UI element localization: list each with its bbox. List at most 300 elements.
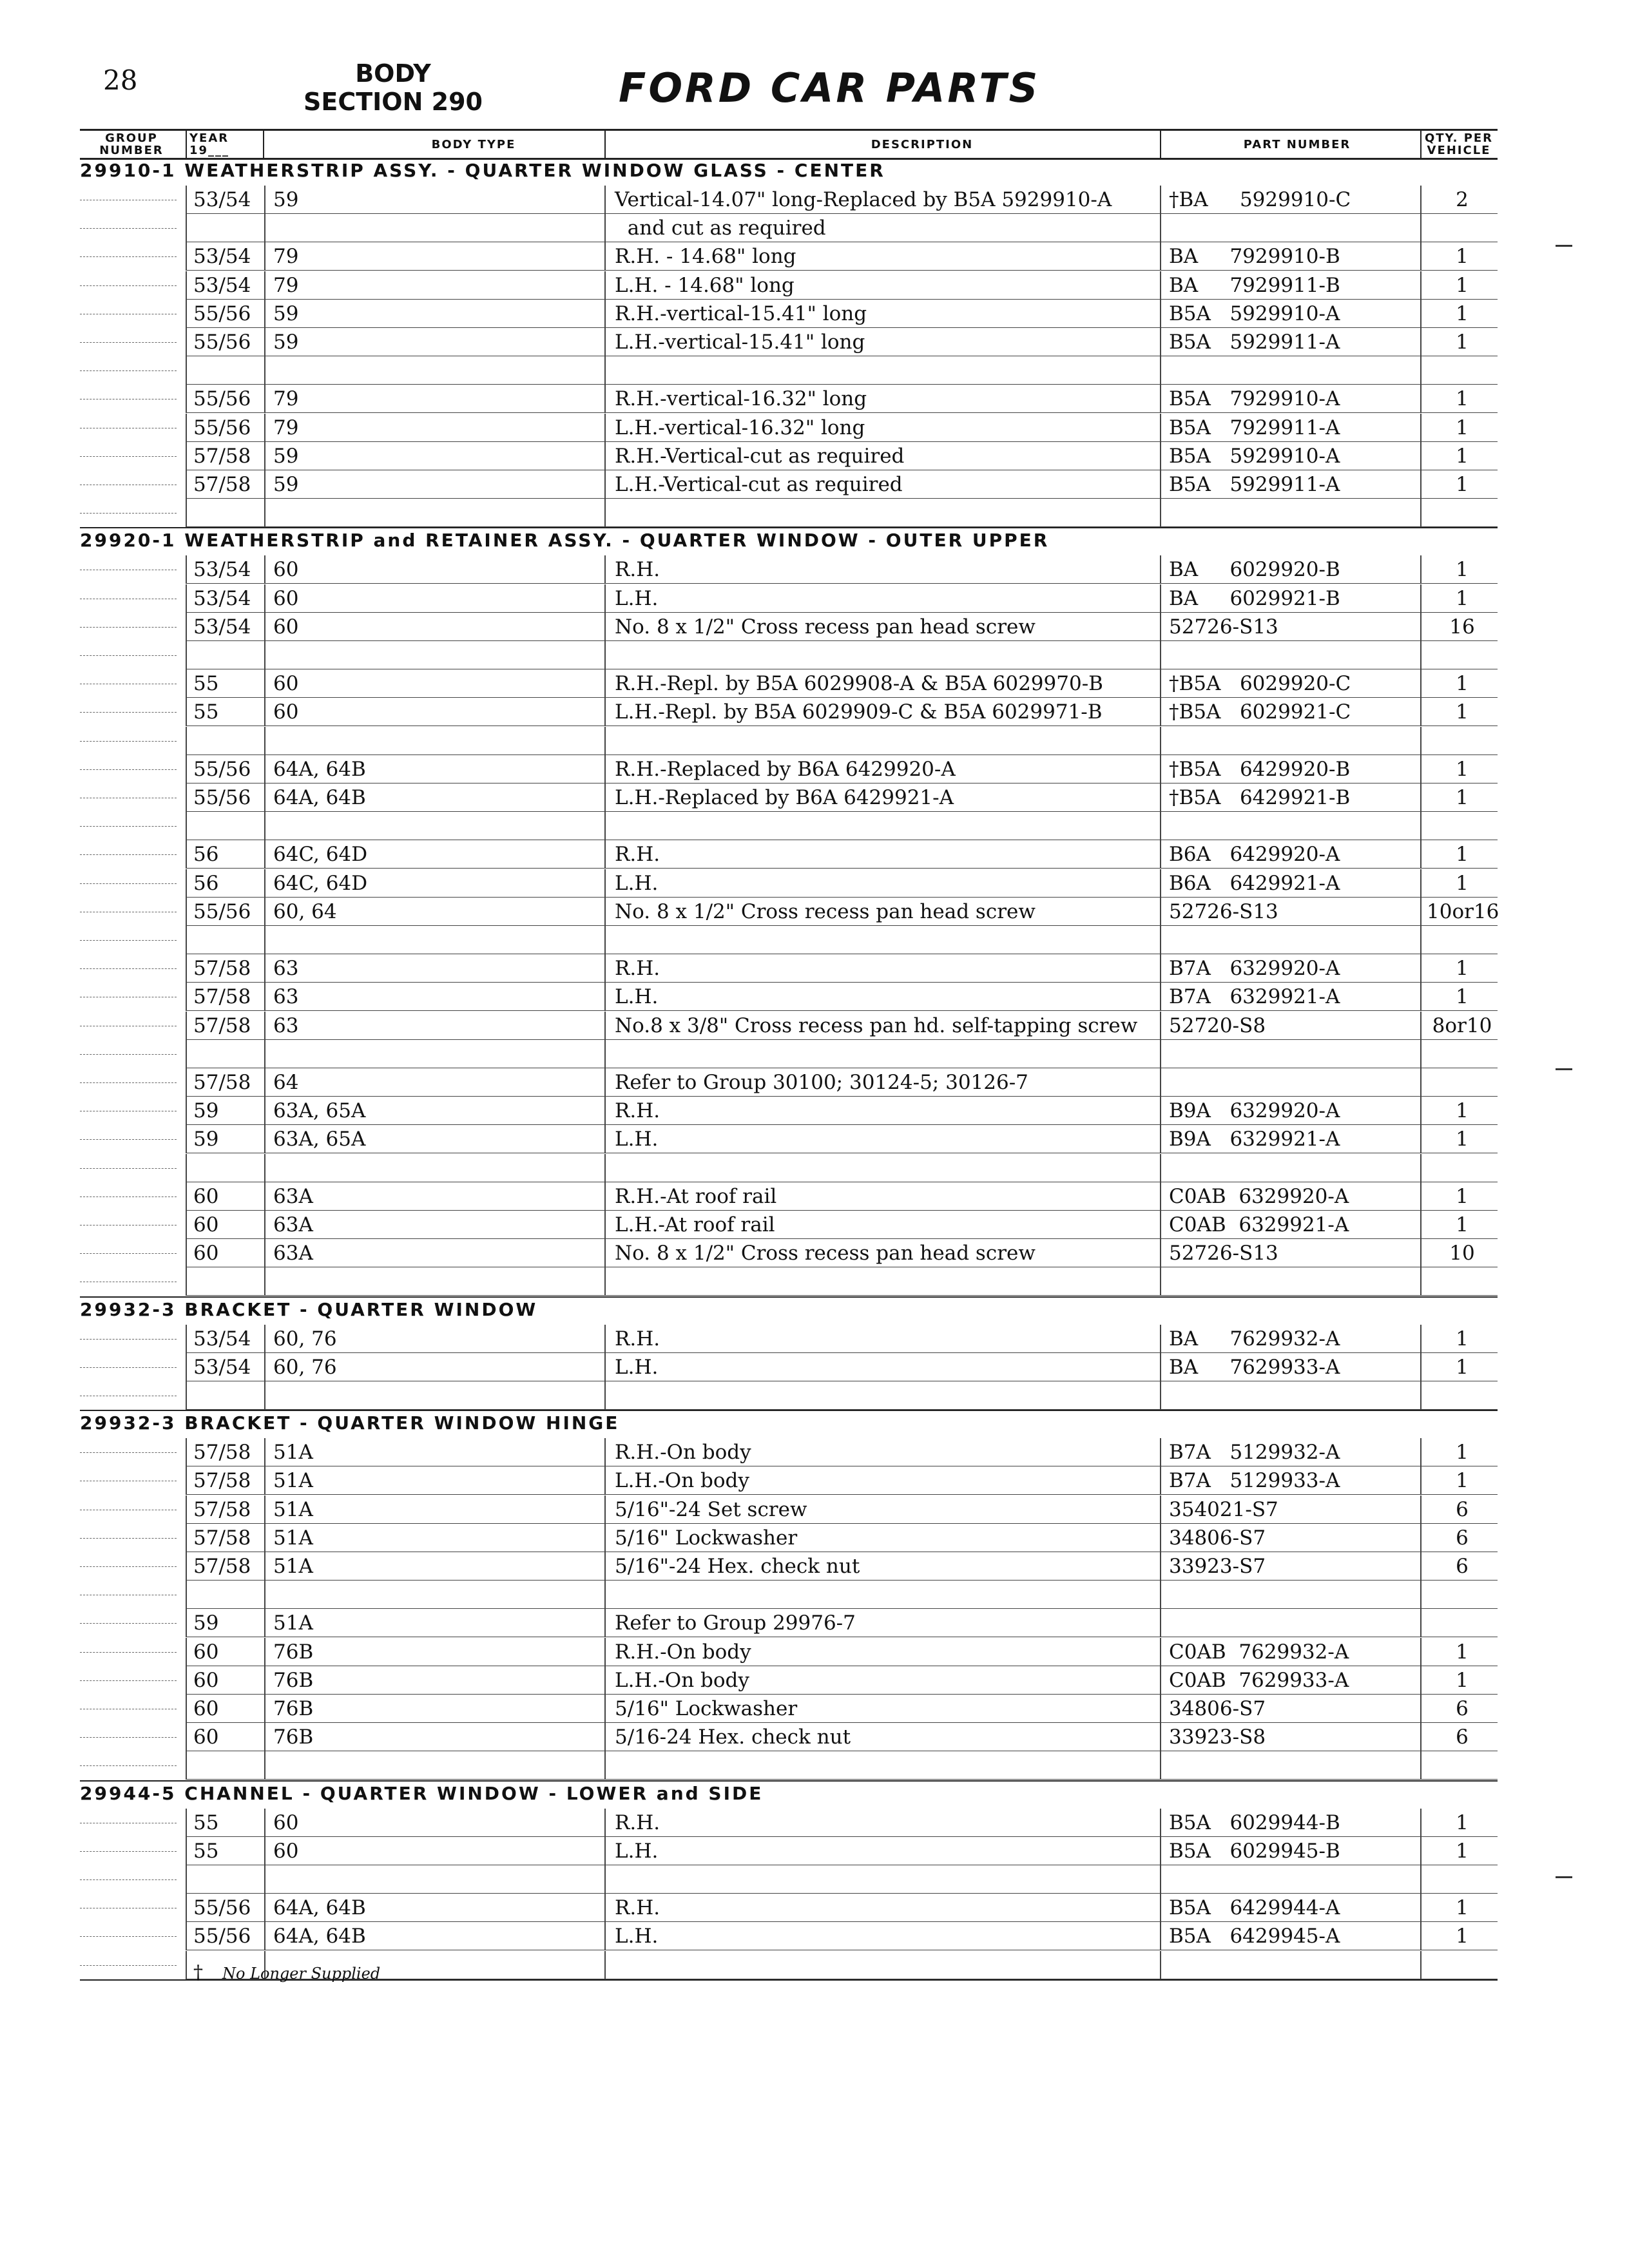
column-rule [604, 328, 606, 356]
cell-qty: 6 [1456, 1497, 1469, 1521]
column-rule [1160, 1239, 1161, 1267]
cell-part: B5A 5929911-A [1169, 473, 1340, 496]
cell-qty: 1 [1456, 1099, 1469, 1123]
cell-part: B5A 5929910-A [1169, 302, 1340, 325]
cell-part: B7A 5129932-A [1169, 1441, 1340, 1465]
column-rule [186, 186, 187, 214]
table-row [80, 1125, 1498, 1153]
column-rule [1160, 385, 1161, 413]
table-row [80, 1068, 1498, 1097]
table-row [80, 385, 1498, 413]
column-rule [604, 613, 606, 641]
group-column-leader [80, 712, 177, 713]
cell-part: B7A 6329920-A [1169, 957, 1340, 981]
column-rule [1160, 1552, 1161, 1581]
column-rule [1160, 1466, 1161, 1495]
cell-desc: R.H.-vertical-15.41" long [615, 302, 867, 325]
group-column-leader [80, 1196, 177, 1197]
cell-qty: 6 [1456, 1555, 1469, 1578]
cell-desc: R.H.-Vertical-cut as required [615, 444, 905, 468]
column-rule [1420, 1695, 1422, 1723]
cell-year: 57/58 [193, 1441, 251, 1465]
cell-body: 51A [273, 1469, 313, 1493]
table-row [80, 1381, 1498, 1410]
table-row [80, 356, 1498, 385]
cell-desc: L.H.-On body [615, 1469, 749, 1493]
cell-qty [1427, 1381, 1498, 1410]
column-rule [604, 356, 606, 385]
group-divider [80, 527, 1498, 528]
column-rule [264, 1922, 265, 1950]
cell-qty: 1 [1456, 387, 1469, 411]
column-rule [186, 1438, 187, 1466]
column-rule [1420, 1097, 1422, 1125]
column-rule [264, 898, 265, 926]
cell-desc: No. 8 x 1/2" Cross recess pan head screw [615, 615, 1036, 639]
column-rule [1160, 442, 1161, 470]
cell-part: B5A 5929911-A [1169, 331, 1340, 354]
cell-desc: R.H.-Repl. by B5A 6029908-A & B5A 6029970-B [615, 672, 1103, 696]
cell-year: 57/58 [193, 1526, 251, 1550]
cell-part: †BA 5929910-C [1169, 188, 1351, 211]
column-rule [1420, 983, 1422, 1011]
cell-desc: R.H. - 14.68" long [615, 245, 796, 269]
column-rule [1160, 1865, 1161, 1894]
column-rule [264, 1524, 265, 1552]
column-rule [186, 584, 187, 613]
cell-year: 53/54 [193, 1327, 251, 1350]
cell-desc: L.H. [615, 1925, 659, 1948]
cell-part: 34806-S7 [1169, 1697, 1266, 1720]
header-qty-line2: VEHICLE [1427, 144, 1491, 157]
cell-body: 64A, 64B [273, 1896, 366, 1920]
cell-desc: R.H. [615, 1327, 660, 1350]
column-rule [264, 698, 265, 726]
cell-year: 59 [193, 1099, 219, 1123]
table-row [80, 242, 1498, 271]
cell-qty: 1 [1456, 416, 1469, 439]
column-rule [264, 727, 265, 755]
header-year-line2: 19___ [189, 144, 230, 157]
cell-qty: 1 [1456, 757, 1469, 781]
table-row [80, 555, 1498, 584]
cell-part: 34806-S7 [1169, 1526, 1266, 1550]
cell-body: 51A [273, 1555, 313, 1578]
column-rule [1160, 1381, 1161, 1410]
cell-qty: 1 [1456, 843, 1469, 867]
column-rule [186, 214, 187, 242]
column-rule [1420, 641, 1422, 669]
column-rule [264, 1695, 265, 1723]
column-rule [264, 1865, 265, 1894]
cell-body: 76B [273, 1668, 314, 1692]
group-column-leader [80, 1168, 177, 1169]
column-rule [1160, 1922, 1161, 1950]
column-rule [604, 1695, 606, 1723]
cell-body: 60, 64 [273, 899, 337, 923]
margin-mark [1556, 245, 1572, 247]
cell-year: 57/58 [193, 1555, 251, 1578]
column-header [80, 129, 1498, 160]
cell-qty: 1 [1456, 331, 1469, 354]
table-row [80, 698, 1498, 726]
group-column-leader [80, 1765, 177, 1766]
group-divider [80, 1410, 1498, 1411]
cell-body: 63 [273, 985, 299, 1009]
column-rule [604, 840, 606, 869]
column-rule [264, 1723, 265, 1751]
header-year [189, 131, 267, 158]
column-rule [604, 755, 606, 783]
column-rule [1420, 186, 1422, 214]
column-rule [186, 1524, 187, 1552]
column-rule [186, 385, 187, 413]
column-rule [604, 954, 606, 983]
column-rule [264, 954, 265, 983]
column-rule [264, 271, 265, 300]
column-rule [264, 584, 265, 613]
cell-year: 56 [193, 871, 219, 895]
column-rule [1160, 1695, 1161, 1723]
column-rule [186, 954, 187, 983]
cell-qty: 1 [1456, 1327, 1469, 1350]
column-rule [604, 1524, 606, 1552]
column-rule [1160, 414, 1161, 442]
cell-year: 55 [193, 700, 219, 724]
column-rule [1420, 954, 1422, 983]
cell-part: 33923-S7 [1169, 1555, 1266, 1578]
column-rule [1420, 470, 1422, 499]
cell-qty [1427, 1267, 1498, 1296]
cell-qty [1427, 1040, 1498, 1068]
cell-qty [1427, 812, 1498, 840]
group-column-leader [80, 741, 177, 742]
footnote [193, 1961, 380, 1984]
group-column-leader [80, 285, 177, 286]
cell-desc: 5/16"-24 Set screw [615, 1497, 807, 1521]
cell-part: B5A 5929910-A [1169, 444, 1340, 468]
cell-desc: L.H.-Repl. by B5A 6029909-C & B5A 6029971-B [615, 700, 1103, 724]
group-column-leader [80, 968, 177, 969]
group-column-leader [80, 1139, 177, 1140]
table-row [80, 1695, 1498, 1723]
margin-mark [1556, 1876, 1572, 1878]
cell-body: 64C, 64D [273, 871, 368, 895]
column-rule [1160, 1125, 1161, 1153]
page-number: 28 [103, 64, 138, 96]
cell-qty [1427, 499, 1498, 527]
cell-year: 57/58 [193, 1469, 251, 1493]
cell-qty: 1 [1456, 1441, 1469, 1465]
cell-qty: 1 [1456, 957, 1469, 981]
column-rule [1160, 727, 1161, 755]
column-rule [264, 1040, 265, 1068]
cell-body: 76B [273, 1725, 314, 1749]
column-rule [264, 1381, 265, 1410]
column-rule [1160, 1638, 1161, 1666]
cell-year: 55/56 [193, 416, 251, 439]
column-rule [1420, 812, 1422, 840]
column-rule [1420, 1552, 1422, 1581]
cell-body: 60 [273, 700, 299, 724]
table-row [80, 812, 1498, 840]
cell-qty: 1 [1456, 1213, 1469, 1236]
column-rule [1160, 1325, 1161, 1353]
cell-year: 53/54 [193, 273, 251, 297]
column-rule [264, 1267, 265, 1296]
table-row [80, 1837, 1498, 1865]
cell-part: BA 7629933-A [1169, 1355, 1340, 1379]
column-rule [1420, 442, 1422, 470]
cell-qty: 6 [1456, 1697, 1469, 1720]
table-row [80, 1495, 1498, 1524]
header-qty [1420, 131, 1498, 158]
column-rule [1420, 1438, 1422, 1466]
cell-desc: No.8 x 3/8" Cross recess pan hd. self-tapping screw [615, 1014, 1138, 1037]
group-heading: 29944-5 CHANNEL - QUARTER WINDOW - LOWER and SIDE [80, 1782, 764, 1804]
column-rule [1160, 1894, 1161, 1922]
column-rule [1420, 242, 1422, 271]
cell-desc: L.H.-Vertical-cut as required [615, 473, 903, 496]
cell-desc: R.H. [615, 558, 660, 582]
group-heading: 29910-1 WEATHERSTRIP ASSY. - QUARTER WINDOW GLASS - CENTER [80, 160, 885, 181]
cell-year: 57/58 [193, 1497, 251, 1521]
catalog-title: FORD CAR PARTS [619, 64, 1041, 111]
column-rule [264, 385, 265, 413]
column-rule [186, 328, 187, 356]
column-rule [186, 926, 187, 954]
column-rule [186, 1894, 187, 1922]
column-rule [604, 1865, 606, 1894]
column-rule [1420, 356, 1422, 385]
cell-body: 51A [273, 1497, 313, 1521]
column-rule [264, 1438, 265, 1466]
column-rule [264, 1666, 265, 1695]
cell-qty [1427, 214, 1498, 242]
cell-part: 52726-S13 [1169, 615, 1278, 639]
column-rule [1160, 242, 1161, 271]
group-heading: 29932-3 BRACKET - QUARTER WINDOW HINGE [80, 1412, 620, 1434]
column-rule [1160, 1438, 1161, 1466]
column-rule [264, 356, 265, 385]
table-row [80, 1325, 1498, 1353]
column-rule [1420, 1267, 1422, 1296]
column-rule [1160, 1666, 1161, 1695]
cell-body: 63 [273, 1014, 299, 1037]
column-rule [1420, 1951, 1422, 1979]
table-row [80, 669, 1498, 698]
group-column-leader [80, 1339, 177, 1340]
column-rule [1160, 1751, 1161, 1780]
column-rule [604, 1581, 606, 1609]
cell-qty [1427, 727, 1498, 755]
column-rule [1420, 783, 1422, 812]
cell-body: 51A [273, 1441, 313, 1465]
column-rule [604, 1353, 606, 1381]
group-divider [80, 1780, 1498, 1782]
cell-year: 55/56 [193, 331, 251, 354]
table-row [80, 1466, 1498, 1495]
cell-qty [1427, 1581, 1498, 1609]
table-row [80, 954, 1498, 983]
column-rule [1160, 1182, 1161, 1211]
column-rule [1420, 1638, 1422, 1666]
column-rule [1160, 1353, 1161, 1381]
cell-desc: R.H.-On body [615, 1441, 751, 1465]
column-rule [604, 983, 606, 1011]
column-rule [186, 641, 187, 669]
cell-body: 63 [273, 957, 299, 981]
cell-body: 79 [273, 416, 299, 439]
cell-qty: 1 [1456, 700, 1469, 724]
table-row [80, 755, 1498, 783]
column-rule [264, 1894, 265, 1922]
cell-part: B5A 6429944-A [1169, 1896, 1340, 1920]
cell-part: B6A 6429921-A [1169, 871, 1340, 895]
column-rule [186, 727, 187, 755]
column-rule [1420, 1581, 1422, 1609]
column-rule [1160, 1068, 1161, 1097]
column-rule [264, 414, 265, 442]
cell-year: 57/58 [193, 473, 251, 496]
table-row [80, 1524, 1498, 1552]
column-rule [264, 1837, 265, 1865]
group-column-leader [80, 256, 177, 257]
cell-part: B9A 6329921-A [1169, 1128, 1340, 1151]
column-rule [1160, 698, 1161, 726]
column-rule [604, 1922, 606, 1950]
column-rule [1420, 1922, 1422, 1950]
group-column-leader [80, 1566, 177, 1567]
cell-qty: 1 [1456, 558, 1469, 582]
column-rule [1160, 356, 1161, 385]
cell-qty [1427, 1154, 1498, 1182]
table-row [80, 1865, 1498, 1894]
column-rule [264, 214, 265, 242]
group-column-leader [80, 1965, 177, 1966]
column-rule [186, 613, 187, 641]
header-qty-line1: QTY. PER [1424, 131, 1494, 145]
column-rule [1420, 385, 1422, 413]
group-column-leader [80, 1623, 177, 1624]
group-column-leader [80, 370, 177, 371]
cell-part: C0AB 7629932-A [1169, 1640, 1349, 1664]
cell-part: 33923-S8 [1169, 1725, 1266, 1749]
column-rule [604, 1381, 606, 1410]
column-rule [604, 186, 606, 214]
group-column-leader [80, 1054, 177, 1055]
cell-qty: 1 [1456, 985, 1469, 1009]
table-row [80, 1638, 1498, 1666]
column-rule [1160, 271, 1161, 300]
column-rule [604, 271, 606, 300]
cell-qty: 2 [1456, 188, 1469, 211]
cell-body: 51A [273, 1611, 313, 1635]
column-rule [1160, 954, 1161, 983]
table-row [80, 584, 1498, 613]
column-rule [264, 555, 265, 584]
column-rule [604, 1125, 606, 1153]
cell-body: 60 [273, 672, 299, 696]
column-rule [1160, 755, 1161, 783]
table-row [80, 727, 1498, 755]
cell-part: 52726-S13 [1169, 1242, 1278, 1265]
header-year-line1: YEAR [189, 131, 229, 145]
column-rule [264, 926, 265, 954]
cell-year: 55 [193, 1839, 219, 1863]
group-column-leader [80, 854, 177, 855]
cell-body: 76B [273, 1697, 314, 1720]
cell-year: 56 [193, 843, 219, 867]
column-rule [1160, 470, 1161, 499]
column-rule [1160, 1267, 1161, 1296]
column-rule [604, 727, 606, 755]
column-rule [1160, 1524, 1161, 1552]
column-rule [264, 641, 265, 669]
cell-part: †B5A 6429921-B [1169, 786, 1351, 809]
column-rule [604, 242, 606, 271]
column-rule [604, 1325, 606, 1353]
cell-year: 53/54 [193, 188, 251, 211]
column-rule [264, 1751, 265, 1780]
column-rule [604, 1495, 606, 1524]
column-rule [1420, 669, 1422, 698]
cell-qty: 1 [1456, 786, 1469, 809]
column-rule [1420, 1495, 1422, 1524]
cell-part: BA 6029920-B [1169, 558, 1340, 582]
column-rule [264, 1495, 265, 1524]
column-rule [604, 1097, 606, 1125]
header-group-line1: GROUP [105, 131, 158, 145]
column-rule [604, 1894, 606, 1922]
column-rule [1420, 271, 1422, 300]
column-rule [186, 242, 187, 271]
column-rule [186, 698, 187, 726]
cell-desc: L.H. [615, 1355, 659, 1379]
cell-body: 63A [273, 1242, 313, 1265]
column-rule [604, 1211, 606, 1239]
column-rule [1420, 328, 1422, 356]
column-rule [604, 214, 606, 242]
group-column-leader [80, 1879, 177, 1880]
cell-year: 57/58 [193, 957, 251, 981]
cell-part: B5A 7929910-A [1169, 387, 1340, 411]
column-rule [1420, 1723, 1422, 1751]
cell-desc: 5/16"-24 Hex. check nut [615, 1555, 860, 1578]
cell-year: 55/56 [193, 786, 251, 809]
column-rule [604, 869, 606, 898]
column-rule [186, 1353, 187, 1381]
column-rule [604, 499, 606, 527]
cell-desc: R.H.-vertical-16.32" long [615, 387, 867, 411]
cell-year: 59 [193, 1611, 219, 1635]
cell-qty [1427, 356, 1498, 385]
cell-year: 57/58 [193, 985, 251, 1009]
column-rule [1160, 214, 1161, 242]
column-rule [1420, 1837, 1422, 1865]
group-heading: 29932-3 BRACKET - QUARTER WINDOW [80, 1298, 538, 1320]
cell-body: 60 [273, 586, 299, 610]
group-column-leader [80, 342, 177, 343]
group-column-leader [80, 1538, 177, 1539]
cell-desc: L.H. [615, 985, 659, 1009]
column-rule [1420, 1865, 1422, 1894]
table-row [80, 1894, 1498, 1922]
column-rule [264, 186, 265, 214]
cell-body: 64C, 64D [273, 843, 368, 867]
cell-year: 60 [193, 1725, 219, 1749]
column-rule [1160, 926, 1161, 954]
